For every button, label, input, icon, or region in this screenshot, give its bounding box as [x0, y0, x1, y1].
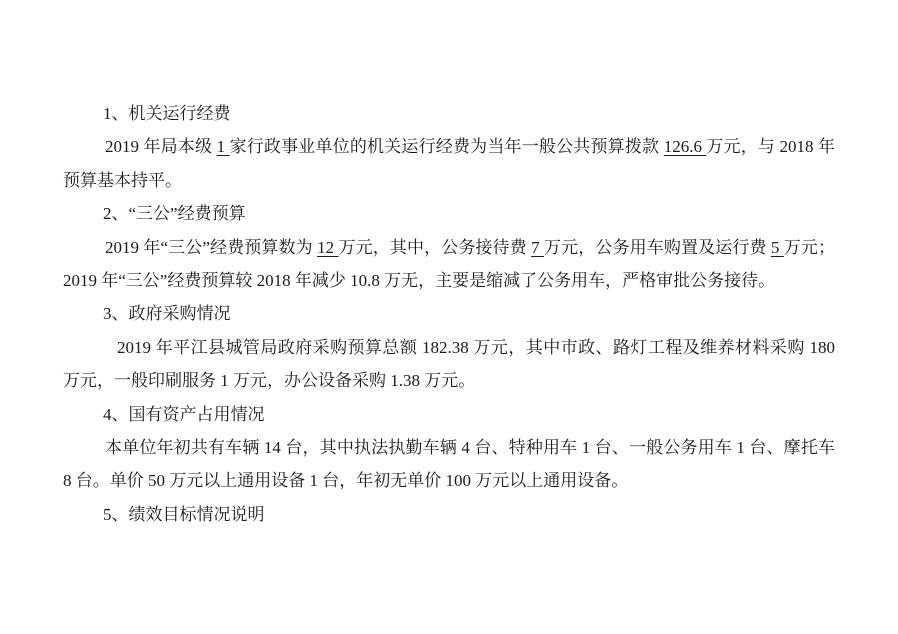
text-run: 本单位年初共有车辆 14 台，其中执法执勤车辆 4 台、特种用车 1 台、一般公务用车 1 台、摩托车 8 台。单价 50 万元以上通用设备 1 台，年初无单价 100 万元以上通用设备。 — [63, 438, 835, 491]
text-run: 万元，与 2018 年预算基本持平。 — [63, 137, 835, 190]
paragraph — [63, 231, 835, 298]
paragraph — [63, 431, 835, 498]
underlined-value: 12 — [317, 237, 339, 257]
text-run: 家行政事业单位的机关运行经费为当年一般公共预算拨款 — [229, 137, 664, 157]
document-body — [63, 97, 835, 531]
section-heading-5: 5、绩效目标情况说明 — [103, 504, 265, 524]
paragraph — [63, 331, 835, 398]
text-run: 万元，公务用车购置及运行费 — [544, 237, 771, 257]
section-heading-2: 2、“三公”经费预算 — [103, 204, 246, 224]
underlined-value: 5 — [770, 237, 784, 257]
paragraph — [63, 130, 835, 197]
underlined-value: 126.6 — [663, 137, 707, 157]
underlined-value: 1 — [216, 137, 230, 157]
text-run: 2019 年局本级 — [105, 137, 217, 157]
underlined-value: 7 — [531, 237, 545, 257]
text-run: 万元；2019 年“三公”经费预算较 2018 年减少 10.8 万无，主要是缩减了公务用车，严格审批公务接待。 — [63, 237, 836, 291]
section-heading-4: 4、国有资产占用情况 — [103, 404, 265, 424]
text-run: 2019 年平江县城管局政府采购预算总额 182.38 万元，其中市政、路灯工程及维养材料采购 180 万元，一般印刷服务 1 万元，办公设备采购 1.38 万元。 — [63, 337, 835, 391]
section-heading-3: 3、政府采购情况 — [103, 304, 231, 324]
text-run: 2019 年“三公”经费预算数为 — [105, 237, 318, 257]
text-run: 万元，其中，公务接待费 — [338, 237, 532, 257]
section-heading-1: 1、机关运行经费 — [103, 104, 231, 123]
